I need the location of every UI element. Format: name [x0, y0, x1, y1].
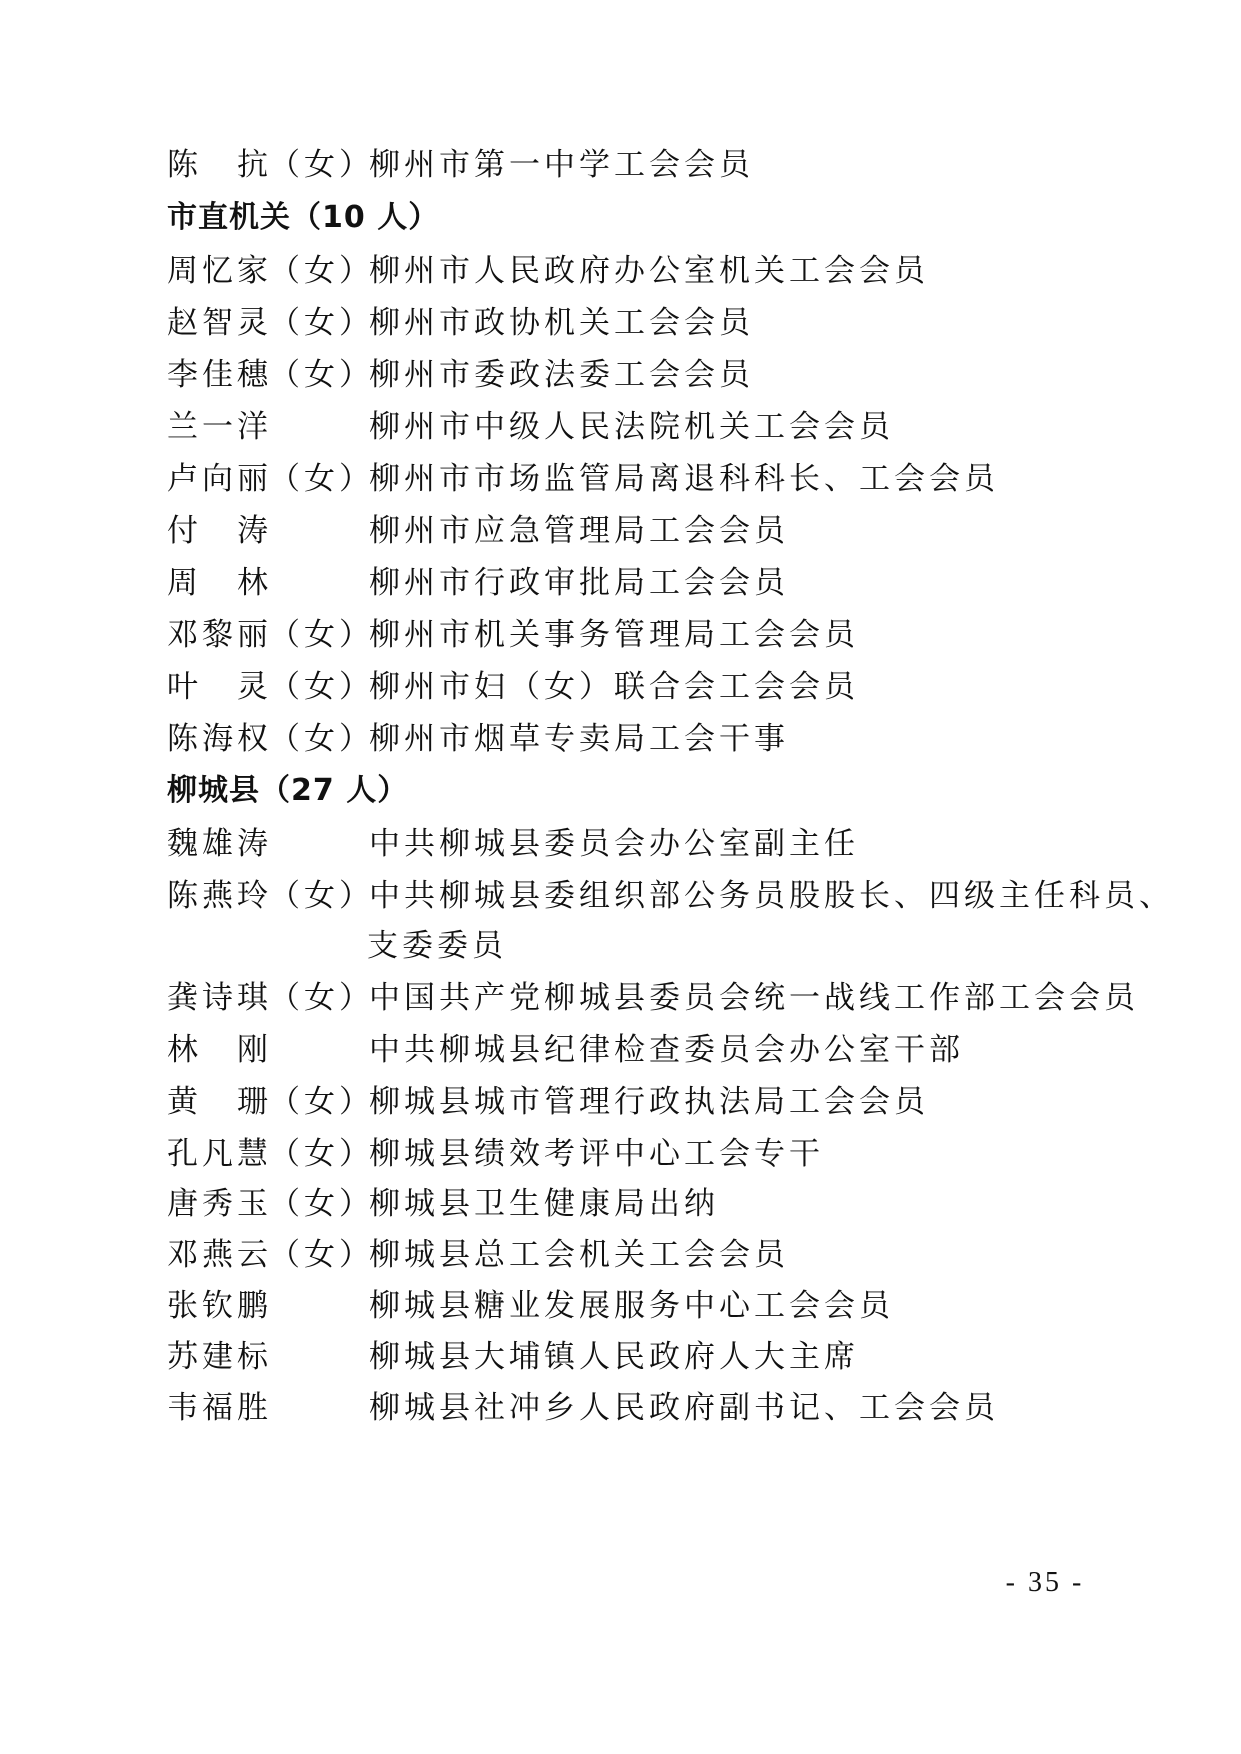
member-gender: （女） [269, 305, 374, 341]
member-description: 柳城县绩效考评中心工会专干 [369, 1136, 824, 1172]
member-name: 林 刚 [167, 1032, 272, 1068]
member-name: 周忆家 [167, 253, 272, 289]
list-item [167, 563, 789, 603]
member-name: 魏雄涛 [167, 826, 272, 862]
member-name: 赵智灵 [167, 305, 272, 341]
member-name: 陈燕玲 [167, 878, 272, 914]
member-gender: （女） [269, 669, 374, 705]
member-description: 中共柳城县委员会办公室副主任 [369, 826, 859, 862]
member-name: 卢向丽 [167, 461, 272, 497]
member-description: 柳州市机关事务管理局工会会员 [369, 617, 859, 653]
list-item [167, 876, 1174, 916]
member-description: 柳州市政协机关工会会员 [369, 305, 754, 341]
member-name: 陈 抗 [167, 147, 272, 183]
member-description: 柳城县总工会机关工会会员 [369, 1237, 789, 1273]
member-name: 邓黎丽 [167, 617, 272, 653]
list-item [167, 1337, 859, 1377]
list-item [167, 1235, 789, 1275]
member-description: 柳城县城市管理行政执法局工会会员 [369, 1084, 929, 1120]
member-description: 柳州市应急管理局工会会员 [369, 513, 789, 549]
member-gender: （女） [269, 147, 374, 183]
member-gender: （女） [269, 253, 374, 289]
list-item [167, 145, 754, 185]
member-description: 中共柳城县委组织部公务员股股长、四级主任科员、 [369, 878, 1174, 914]
member-description-continuation: 支委委员 [367, 928, 507, 964]
member-gender: （女） [269, 1237, 374, 1273]
member-name: 韦福胜 [167, 1390, 272, 1426]
list-item [167, 978, 1139, 1018]
list-item [167, 1030, 964, 1070]
member-description: 柳州市烟草专卖局工会干事 [369, 721, 789, 757]
member-name: 叶 灵 [167, 669, 272, 705]
section-heading: 柳城县（27 人） [167, 773, 409, 808]
member-name: 张钦鹏 [167, 1288, 272, 1324]
member-name: 陈海权 [167, 721, 272, 757]
member-name: 兰一洋 [167, 409, 272, 445]
list-item [167, 511, 789, 551]
member-name: 苏建标 [167, 1339, 272, 1375]
list-item [167, 251, 929, 291]
list-item [167, 1082, 929, 1122]
member-description: 柳州市行政审批局工会会员 [369, 565, 789, 601]
member-name: 孔凡慧 [167, 1136, 272, 1172]
member-description: 柳州市人民政府办公室机关工会会员 [369, 253, 929, 289]
member-gender: （女） [269, 980, 374, 1016]
member-name: 黄 珊 [167, 1084, 272, 1120]
member-name: 周 林 [167, 565, 272, 601]
list-item [167, 1286, 894, 1326]
member-description: 柳州市市场监管局离退科科长、工会会员 [369, 461, 999, 497]
section-heading: 市直机关（10 人） [167, 200, 440, 235]
list-item [167, 824, 859, 864]
list-item [167, 1184, 719, 1224]
member-name: 龚诗琪 [167, 980, 272, 1016]
member-description: 柳州市委政法委工会会员 [369, 357, 754, 393]
member-gender: （女） [269, 1136, 374, 1172]
list-item [167, 667, 859, 707]
member-description: 柳州市中级人民法院机关工会会员 [369, 409, 894, 445]
member-name: 邓燕云 [167, 1237, 272, 1273]
member-description: 柳州市妇（女）联合会工会会员 [369, 669, 859, 705]
list-item [167, 1134, 824, 1174]
member-name: 唐秀玉 [167, 1186, 272, 1222]
list-item [167, 615, 859, 655]
member-name: 付 涛 [167, 513, 272, 549]
list-item [167, 407, 894, 447]
member-gender: （女） [269, 1084, 374, 1120]
member-description: 柳城县卫生健康局出纳 [369, 1186, 719, 1222]
member-description: 柳城县糖业发展服务中心工会会员 [369, 1288, 894, 1324]
member-gender: （女） [269, 878, 374, 914]
list-item [167, 719, 789, 759]
page-number: - 35 - [1005, 1567, 1085, 1598]
member-description: 柳城县大埔镇人民政府人大主席 [369, 1339, 859, 1375]
member-name: 李佳穗 [167, 357, 272, 393]
member-gender: （女） [269, 461, 374, 497]
list-item [167, 303, 754, 343]
list-item [167, 459, 999, 499]
member-gender: （女） [269, 1186, 374, 1222]
member-gender: （女） [269, 721, 374, 757]
member-gender: （女） [269, 357, 374, 393]
member-description: 柳城县社冲乡人民政府副书记、工会会员 [369, 1390, 999, 1426]
member-description: 中共柳城县纪律检查委员会办公室干部 [369, 1032, 964, 1068]
member-description: 中国共产党柳城县委员会统一战线工作部工会会员 [369, 980, 1139, 1016]
list-item [167, 355, 754, 395]
member-gender: （女） [269, 617, 374, 653]
list-item [167, 1388, 999, 1428]
member-description: 柳州市第一中学工会会员 [369, 147, 754, 183]
